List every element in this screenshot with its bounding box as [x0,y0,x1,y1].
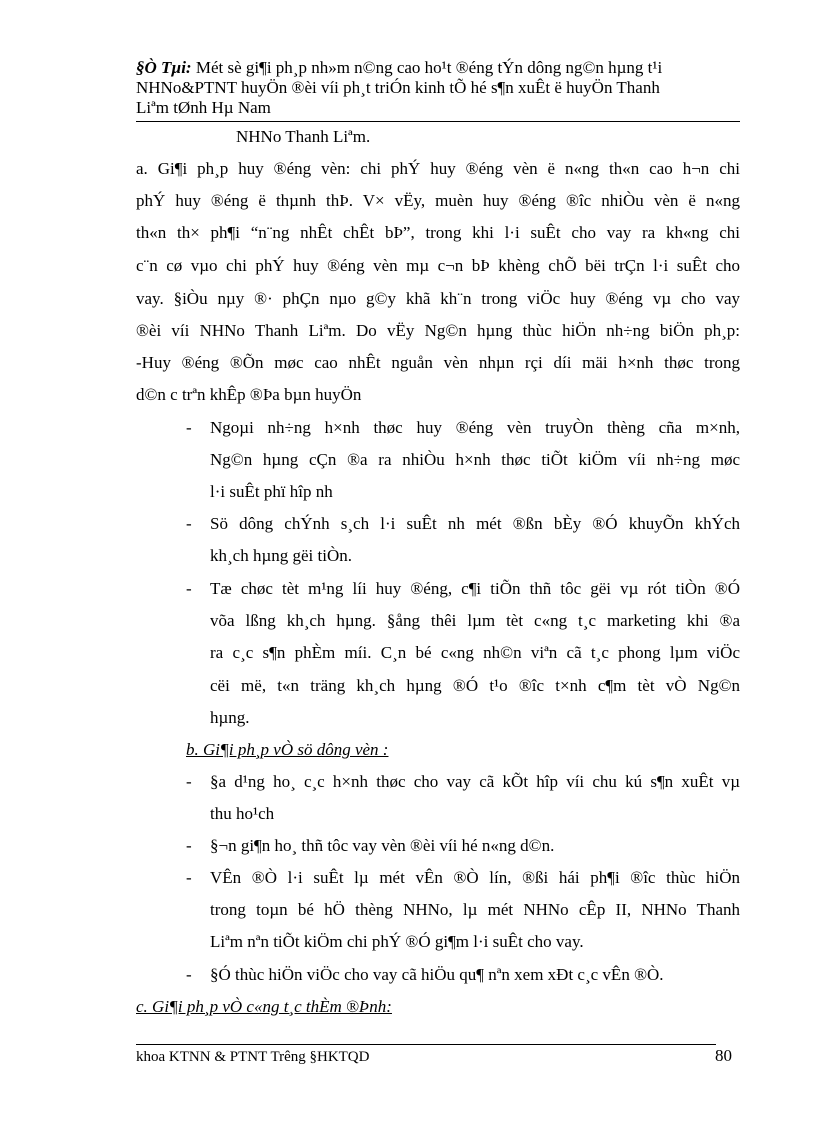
bullet-text: kh¸ch hµng gëi tiÒn. [210,546,352,565]
bullet-marker: - [186,965,192,984]
bullet-text: Sö dông chÝnh s¸ch l·i suÊt nh mét ®ßn bÈy ®Ó khuyÕn khÝch [210,514,740,533]
bullet-marker: - [186,868,192,887]
bullet-text: cëi më, t«n träng kh¸ch hµng ®Ó t¹o ®îc t×nh c¶m tèt vÒ Ng©n [210,676,740,695]
header-label: §Ò Tµi: [136,58,192,77]
bullet-text: §a d¹ng ho¸ c¸c h×nh thøc cho vay cã kÕt hîp víi chu kú s¶n xuÊt vµ [210,772,740,791]
bullet-text: §Ó thùc hiÖn viÖc cho vay cã hiÖu qu¶ nªn xem xÐt c¸c vÊn ®Ò. [210,965,664,984]
bullet-text: Tæ chøc tèt m¹ng líi huy ®éng, c¶i tiÕn thñ tôc gëi vµ rót tiÒn ®Ó [210,579,740,598]
header-divider [136,121,740,122]
footer-text: khoa KTNN & PTNT Trêng §HKTQD [136,1049,370,1065]
section-heading-c: c. Gi¶i ph¸p vÒ c«ng t¸c thÈm ®Þnh: [136,997,392,1016]
header-text-1: Mét sè gi¶i ph¸p nh»m n©ng cao ho¹t ®éng tÝn dông ng©n hµng t¹i [195,58,663,77]
bullet-text: thu ho¹ch [210,804,275,823]
page-header [136,58,740,118]
bullet-text: hµng. [210,708,250,727]
bullet-text: l·i suÊt phï hîp nh [210,482,333,501]
bullet-text: Liªm nªn tiÕt kiÖm chi phÝ ®Ó gi¶m l·i suÊt cho vay. [210,932,584,951]
body-line: th«n th× ph¶i “n¨ng nhÊt chÊt bÞ”, trong khi l·i suÊt cho vay ra kh«ng chi [136,223,740,242]
body-line: -Huy ®éng ®Õn møc cao nhÊt nguån vèn nhµn rçi díi mäi h×nh thøc trong [136,353,740,372]
body-line: NHNo Thanh Liªm. [236,127,371,146]
bullet-marker: - [186,836,192,855]
bullet-marker: - [186,514,192,533]
header-line-3: Liªm tØnh Hµ Nam [136,98,271,117]
bullet-text: §¬n gi¶n ho¸ thñ tôc vay vèn ®èi víi hé n«ng d©n. [210,836,555,855]
bullet-text: Ngoµi nh÷ng h×nh thøc huy ®éng vèn truyÒn thèng cña m×nh, [210,418,740,437]
bullet-text: ra c¸c s¶n phÈm míi. C¸n bé c«ng nh©n viªn cã t¸c phong lµm viÖc [210,643,740,662]
bullet-text: VÊn ®Ò l·i suÊt lµ mét vÊn ®Ò lín, ®ßi hái ph¶i ®îc thùc hiÖn [210,868,740,887]
page-number: 80 [715,1046,732,1065]
bullet-text: trong toµn bé hÖ thèng NHNo, lµ mét NHNo cÊp II, NHNo Thanh [210,900,740,919]
bullet-marker: - [186,772,192,791]
section-heading-b: b. Gi¶i ph¸p vÒ sö dông vèn : [186,740,389,759]
bullet-text: võa lßng kh¸ch hµng. §ång thêi lµm tèt c«ng t¸c marketing khi ®a [210,611,740,630]
header-line-2: NHNo&PTNT huyÖn ®èi víi ph¸t triÓn kinh tÕ hé s¶n xuÊt ë huyÖn Thanh [136,78,660,97]
body-line: ®èi víi NHNo Thanh Liªm. Do vËy Ng©n hµng thùc hiÖn nh÷ng biÖn ph¸p: [136,321,740,340]
header-line-1 [136,58,740,78]
body-line: vay. §iÒu nµy ®· phÇn nµo g©y khã kh¨n trong viÖc huy ®éng vµ cho vay [136,289,740,308]
body-line: phÝ huy ®éng ë thµnh thÞ. V× vËy, muèn huy ®éng ®îc nhiÒu vèn ë n«ng [136,191,740,210]
bullet-marker: - [186,579,192,598]
bullet-text: Ng©n hµng cÇn ®a ra nhiÒu h×nh thøc tiÕt kiÖm víi nh÷ng møc [210,450,740,469]
footer-divider [136,1044,716,1045]
body-line: c¨n cø vµo chi phÝ huy ®éng vèn mµ c¬n bÞ khèng chÕ bëi trÇn l·i suÊt cho [136,256,740,275]
body-line: a. Gi¶i ph¸p huy ®éng vèn: chi phÝ huy ®éng vèn ë n«ng th«n cao h¬n chi [136,159,740,178]
bullet-marker: - [186,418,192,437]
body-line: d©n c trªn khÊp ®Þa bµn huyÖn [136,385,362,404]
